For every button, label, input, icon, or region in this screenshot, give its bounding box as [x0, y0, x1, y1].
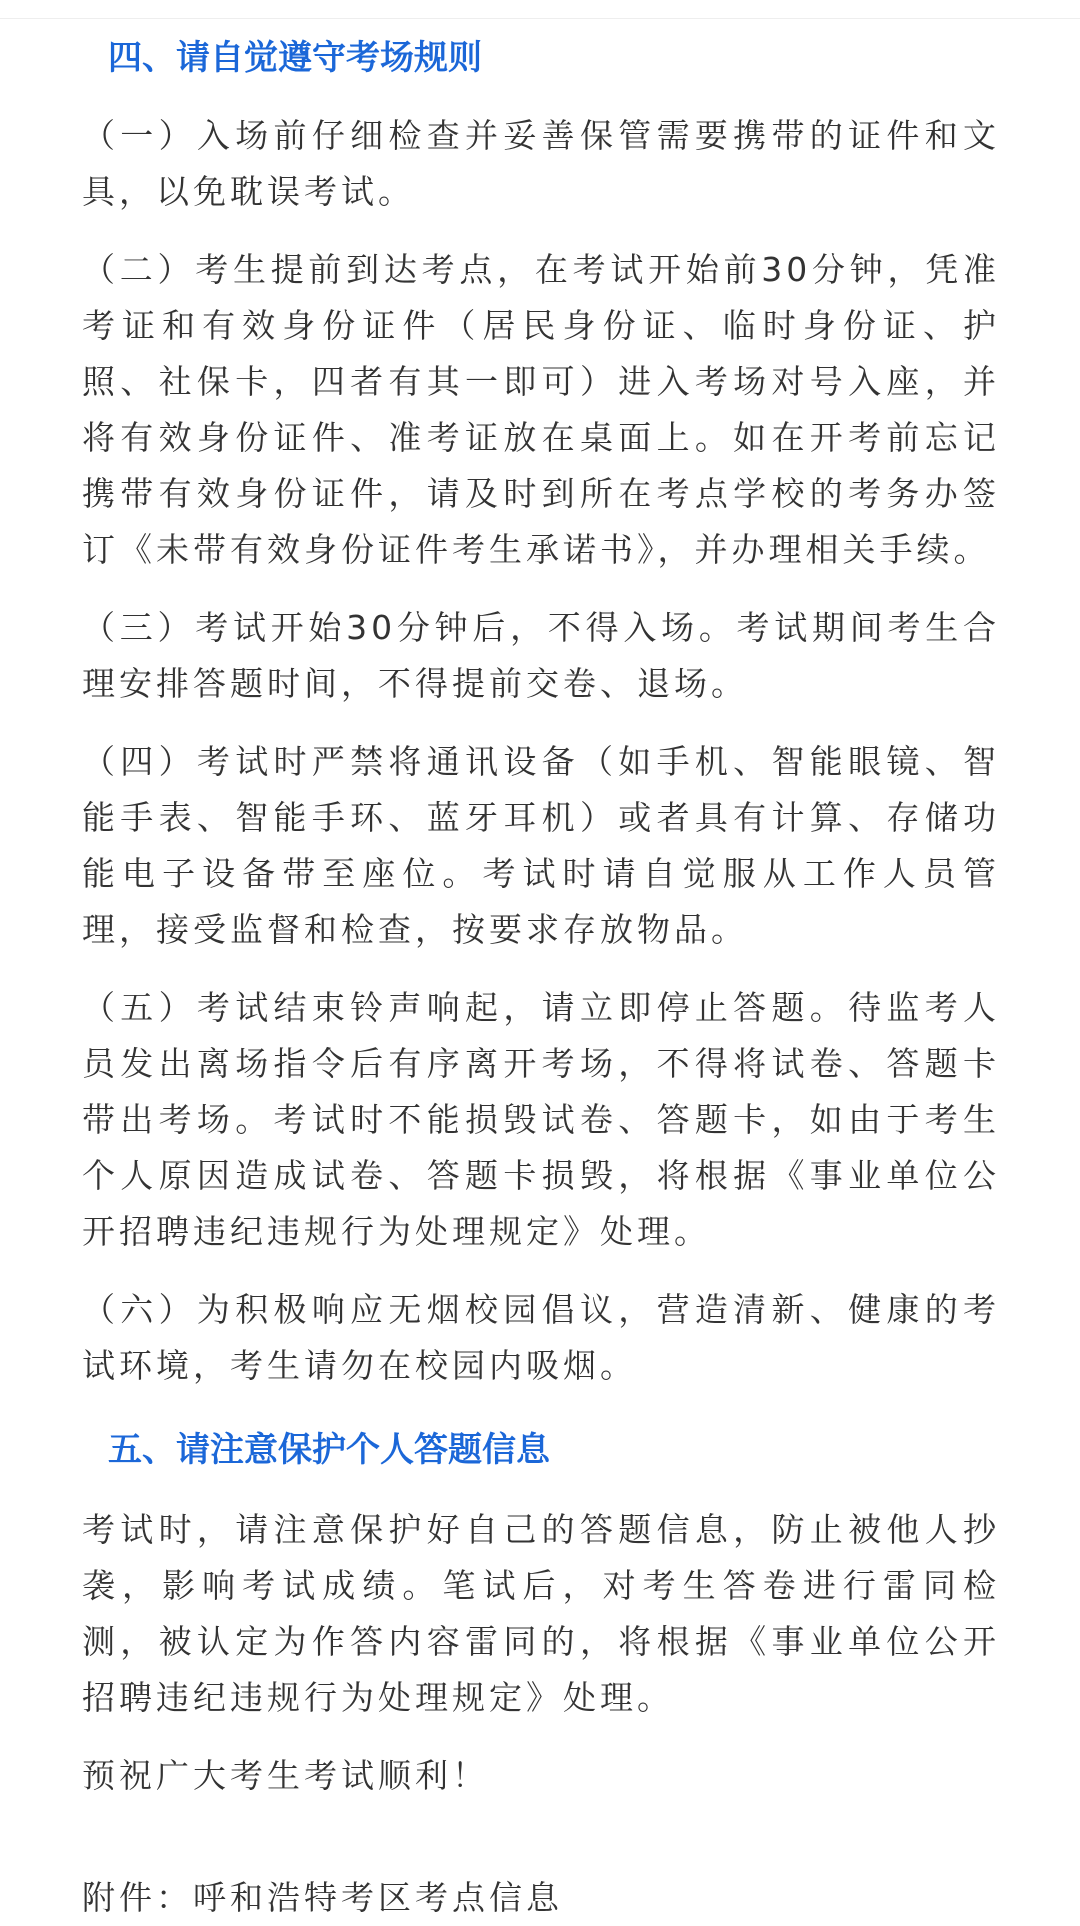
attachment-link[interactable]: 附件：呼和浩特考区考点信息 — [82, 1878, 563, 1917]
exam-rule-2: （二）考生提前到达考点，在考试开始前30分钟，凭准考证和有效身份证件（居民身份证、临时身份证、护照、社保卡，四者有其一即可）进入考场对号入座，并将有效身份证件、准考证放在桌面上。如在开考前忘记携带有效身份证件，请及时到所在考点学校的考务办签订《未带有效身份证件考生承诺书》，并办理相关手续。 — [82, 250, 1000, 569]
exam-rule-5: （五）考试结束铃声响起，请立即停止答题。待监考人员发出离场指令后有序离开考场，不得将试卷、答题卡带出考场。考试时不能损毁试卷、答题卡，如由于考生个人原因造成试卷、答题卡损毁，将根据《事业单位公开招聘违纪违规行为处理规定》处理。 — [82, 988, 1000, 1251]
answer-protection-notice: 考试时，请注意保护好自己的答题信息，防止被他人抄袭，影响考试成绩。笔试后，对考生答卷进行雷同检测，被认定为作答内容雷同的，将根据《事业单位公开招聘违纪违规行为处理规定》处理。 — [82, 1510, 1000, 1717]
section-5-heading: 五、请注意保护个人答题信息 — [108, 1430, 550, 1470]
exam-rule-6: （六）为积极响应无烟校园倡议，营造清新、健康的考试环境，考生请勿在校园内吸烟。 — [82, 1290, 1000, 1385]
good-luck-message: 预祝广大考生考试顺利！ — [82, 1756, 489, 1795]
exam-rule-4: （四）考试时严禁将通讯设备（如手机、智能眼镜、智能手表、智能手环、蓝牙耳机）或者具有计算、存储功能电子设备带至座位。考试时请自觉服从工作人员管理，接受监督和检查，按要求存放物品。 — [82, 742, 1000, 949]
section-4-heading: 四、请自觉遵守考场规则 — [108, 38, 482, 78]
top-divider — [0, 18, 1080, 19]
exam-rule-1: （一）入场前仔细检查并妥善保管需要携带的证件和文具，以免耽误考试。 — [82, 116, 1000, 211]
exam-rules-list — [82, 108, 1000, 1394]
exam-rule-3: （三）考试开始30分钟后，不得入场。考试期间考生合理安排答题时间，不得提前交卷、退场。 — [82, 608, 1000, 703]
